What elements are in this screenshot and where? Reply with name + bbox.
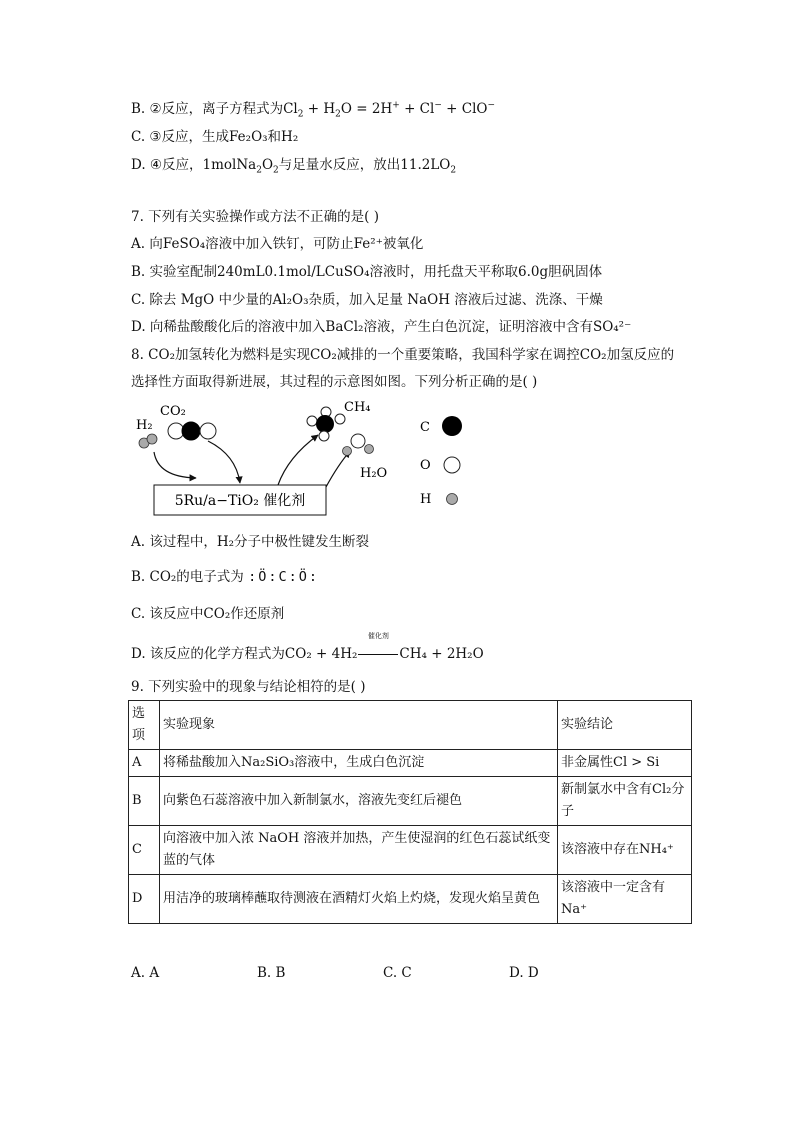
co2-o-atom-2 [200,423,216,439]
row-b-option: B [129,777,160,826]
ch4-c-atom [316,415,334,433]
q8-option-d: D. 该反应的化学方程式为CO₂ + 4H₂ 催化剂 CH₄ + 2H₂O [131,632,484,662]
legend-h-label: H [420,492,432,507]
h2-label: H₂ [136,418,153,433]
arrow-ch4-out [278,435,318,485]
header-conclusion: 实验结论 [558,701,692,750]
co2-label: CO₂ [160,404,186,419]
ch4-h-atom-2 [307,416,317,426]
q9-option-b: B. B [257,965,286,981]
row-d-option: D [129,875,160,924]
arrow-co2-in [208,441,240,483]
co2-electron-formula: :Ö:C:Ö: [248,569,320,585]
table-row [129,750,692,777]
row-c-conclusion: 该溶液中存在NH₄⁺ [558,826,692,875]
q7-option-a: A. 向FeSO₄溶液中加入铁钉，可防止Fe²⁺被氧化 [131,236,424,252]
row-d-phenomenon: 用洁净的玻璃棒蘸取待测液在酒精灯火焰上灼烧，发现火焰呈黄色 [160,875,558,924]
row-b-conclusion: 新制氯水中含有Cl₂分子 [558,777,692,826]
catalyst-condition: 催化剂 [367,632,389,640]
row-a-conclusion: 非金属性Cl > Si [558,750,692,777]
row-a-option: A [129,750,160,777]
table-row [129,777,692,826]
legend-c-atom [442,416,462,436]
arrow-h2o-out [326,451,350,487]
row-d-conclusion: 该溶液中一定含有Na⁺ [558,875,692,924]
q8-option-a: A. 该过程中，H₂分子中极性键发生断裂 [131,534,370,550]
ch4-label: CH₄ [344,400,371,415]
q9-options [131,965,635,981]
q6-option-c: C. ③反应，生成Fe₂O₃和H₂ [131,129,299,145]
legend-o-atom [444,457,460,473]
q6-option-d: D. ④反应，$1molNa_2O_2$与足量水反应，放出$11.2LO_2$ [131,157,457,176]
header-phenomenon: 实验现象 [160,701,558,750]
q7-option-c: C. 除去 MgO 中少量的Al₂O₃杂质，加入足量 NaOH 溶液后过滤、洗涤、干燥 [131,292,603,308]
h2-atom-2 [147,434,157,444]
arrow-h2-in [154,452,196,478]
q9-option-c: C. C [383,965,412,981]
q9-stem: 9. 下列实验中的现象与结论相符的是( ) [131,679,366,695]
q9-option-a: A. A [131,965,160,981]
co2-c-atom [182,422,200,440]
header-option: 选项 [129,701,160,750]
table-header-row [129,701,692,750]
table-row [129,875,692,924]
h2o-h-atom-2 [365,445,374,454]
q8-stem-line2: 选择性方面取得新进展，其过程的示意图如图。下列分析正确的是( ) [131,374,538,390]
catalyst-label: 5Ru/a−TiO₂ 催化剂 [174,493,306,509]
ch4-h-atom-3 [335,414,345,424]
q8-option-c: C. 该反应中CO₂作还原剂 [131,606,285,622]
reaction-diagram [128,395,478,525]
q8-stem-line1: 8. CO₂加氢转化为燃料是实现CO₂减排的一个重要策略，我国科学家在调控CO₂加氢反应的 [131,347,675,363]
q7-stem: 7. 下列有关实验操作或方法不正确的是( ) [131,209,379,225]
q9-option-d: D. D [509,965,539,981]
legend-o-label: O [420,458,431,473]
q7-option-b: B. 实验室配制240mL0.1mol/LCuSO₄溶液时，用托盘天平称取6.0g胆矾固体 [131,264,603,280]
row-a-phenomenon: 将稀盐酸加入Na₂SiO₃溶液中，生成白色沉淀 [160,750,558,777]
row-b-phenomenon: 向紫色石蕊溶液中加入新制氯水，溶液先变红后褪色 [160,777,558,826]
q9-table [128,700,692,924]
row-c-option: C [129,826,160,875]
h2o-o-atom [351,434,365,448]
q7-option-d: D. 向稀盐酸酸化后的溶液中加入BaCl₂溶液，产生白色沉淀，证明溶液中含有SO₄²⁻ [131,319,632,335]
q6-option-b: B. ②反应，离子方程式为$Cl_2 + H_2O = 2H^+ + Cl^- + ClO^-$ [131,100,496,120]
legend-c-label: C [420,420,430,435]
ch4-h-atom-4 [319,431,329,441]
row-c-phenomenon: 向溶液中加入浓 NaOH 溶液并加热，产生使湿润的红色石蕊试纸变蓝的气体 [160,826,558,875]
h2o-h-atom-1 [343,447,352,456]
legend-h-atom [447,494,458,505]
table-row [129,826,692,875]
q8-option-b: B. CO₂的电子式为 :Ö:C:Ö: [131,569,320,585]
h2o-label: H₂O [360,466,388,481]
